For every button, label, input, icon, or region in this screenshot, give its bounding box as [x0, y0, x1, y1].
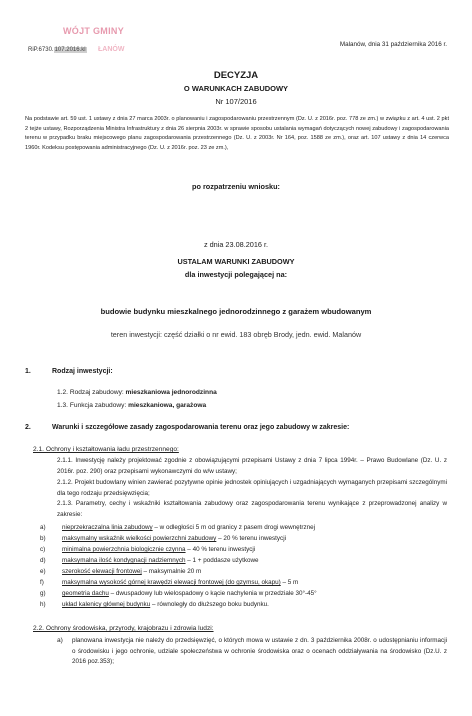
- list-item-letter: e): [40, 568, 46, 575]
- section1-item1-label: 1.2. Rodzaj zabudowy:: [57, 389, 126, 396]
- list-item-g: [40, 590, 317, 597]
- paragraph-2-1-3: 2.1.3. Parametry, cechy i wskaźniki kształtowania zabudowy oraz zagospodarowania terenu wynikające z przeprowadzonej analizy w zakresie:: [57, 500, 447, 518]
- list-item-term: geometria dachu: [62, 590, 109, 597]
- declaration-heading: USTALAM WARUNKI ZABUDOWY: [177, 257, 295, 266]
- list-item-b: [40, 535, 286, 542]
- section2-number: 2.: [25, 424, 31, 431]
- list-item-desc: – równoległy do dłuższego boku budynku.: [150, 601, 269, 608]
- list-item-a: [40, 524, 315, 531]
- list-item-letter: d): [40, 557, 46, 564]
- paragraph-2-1-2: 2.1.2. Projekt budowlany winien zawierać pozytywne opinie jednostek opiniujących i uzgadniających wymaganych przepisami szczególnymi dla tego rodzaju przedsięwzięcia;: [57, 479, 447, 497]
- list-item-desc: – 20 % terenu inwestycji: [216, 535, 286, 542]
- stamp-lanow: ŁANÓW: [98, 46, 125, 53]
- list-item-term: układ kalenicy głównej budynku: [62, 601, 151, 608]
- list-item-letter: a): [40, 524, 46, 531]
- section1-number: 1.: [25, 368, 31, 375]
- request-date: z dnia 23.08.2016 r.: [203, 240, 269, 249]
- section1-title: Rodzaj inwestycji:: [52, 368, 113, 375]
- list-item-term: maksymalna wysokość górnej krawędzi elewacji frontowej (do gzymsu, okapu): [62, 579, 281, 586]
- subsection-2-2-title: 2.2. Ochrony środowiska, przyrody, krajobrazu i zdrowia ludzi:: [33, 625, 214, 632]
- list-item-desc: – 1 + poddasze użytkowe: [185, 557, 259, 564]
- paragraph-2-2-a-letter: a): [57, 637, 63, 644]
- list-item-desc: – 40 % terenu inwestycji: [185, 546, 256, 553]
- decision-subtitle: O WARUNKACH ZABUDOWY: [183, 84, 289, 93]
- list-item-desc: – w odległości 5 m od granicy z pasem drogi wewnętrznej: [152, 524, 316, 531]
- list-item-letter: f): [40, 579, 44, 586]
- subsection-2-1-title: 2.1. Ochrony i kształtowania ładu przestrzennego:: [33, 446, 179, 453]
- list-item-letter: c): [40, 546, 46, 553]
- list-item-term: minimalna powierzchnia biologicznie czynna: [62, 546, 186, 553]
- list-item-desc: – dwuspadowy lub wielospadowy o kącie nachylenia w przedziale 30°-45°: [108, 590, 317, 597]
- reference-blot: 107.2016.kl: [54, 47, 86, 53]
- list-item-term: nieprzekraczalna linia zabudowy: [62, 524, 153, 531]
- list-item-term: maksymalny wskaźnik wielkości powierzchni zabudowy: [62, 535, 217, 542]
- list-item-term: maksymalna ilość kondygnacji nadziemnych: [62, 557, 186, 564]
- list-item-desc: – 5 m: [280, 579, 299, 586]
- after-review-heading: po rozpatrzeniu wniosku:: [192, 182, 280, 191]
- list-item-term: szerokość elewacji frontowej: [62, 568, 142, 575]
- place-and-date: Malanów, dnia 31 października 2016 r.: [339, 41, 447, 48]
- list-item-letter: b): [40, 535, 46, 542]
- list-item-c: [40, 546, 255, 553]
- section2-title: Warunki i szczegółowe zasady zagospodarowania terenu oraz jego zabudowy w zakresie:: [52, 424, 350, 431]
- list-item-letter: h): [40, 601, 46, 608]
- list-item-desc: – maksymalnie 20 m: [141, 568, 202, 575]
- section1-item1: [57, 389, 217, 396]
- paragraph-2-1-1: 2.1.1. Inwestycję należy projektować zgodnie z obowiązującymi przepisami Ustawy z dnia 7 lipca 1994r. – Prawo Budowlane (Dz. U. z 2016r. poz. 290) oraz przepisami wykonawczymi do w/w ustawy;: [57, 457, 447, 475]
- list-item-letter: g): [40, 590, 46, 597]
- declaration-subheading: dla inwestycji polegającej na:: [184, 270, 288, 279]
- investment-subject: budowie budynku mieszkalnego jednorodzinnego z garażem wbudowanym: [100, 307, 372, 316]
- list-item-e: [40, 568, 201, 575]
- legal-basis-paragraph: Na podstawie art. 59 ust. 1 ustawy z dnia 27 marca 2003r. o planowaniu i zagospodarowaniu przestrzennym (Dz. U. z 2016r. poz. 778 ze zm.) w związku z art. 4 ust. 2 pkt 2 tejże ustawy, Rozporządzenia Ministra Infrastruktury z dnia 26 sierpnia 2003r. w sprawie sposobu ustalania wymagań dotyczących nowej zabudowy i zagospodarowania terenu w przypadku braku miejscowego planu zagospodarowania przestrzennego (Dz. U. z 2003r. Nr 164, poz. 1588 ze zm.), oraz art. 107 ustawy z dnia 14 czerwca 1960r. Kodeksu postępowania administracyjnego (Dz. U. z 2016r. poz. 23 ze zm.),: [25, 116, 449, 151]
- reference-prefix: RiP.6730.: [28, 47, 54, 53]
- section1-item2-value: mieszkaniowa, garażowa: [128, 402, 207, 409]
- list-item-d: [40, 557, 259, 564]
- list-item-f: [40, 579, 298, 586]
- stamp-wojt-gminy: WÓJT GMINY: [63, 26, 124, 36]
- investment-site: teren inwestycji: część działki o nr ewid. 183 obręb Brody, jedn. ewid. Malanów: [110, 330, 362, 339]
- section1-item1-value: mieszkaniowa jednorodzinna: [125, 389, 217, 396]
- section1-item2-label: 1.3. Funkcja zabudowy:: [57, 402, 129, 409]
- list-item-h: [40, 601, 269, 608]
- section1-item2: [57, 402, 206, 409]
- decision-title: DECYZJA: [213, 70, 259, 81]
- paragraph-2-2-a: planowana inwestycja nie należy do przedsięwzięć, o których mowa w ustawie z dn. 3 października 2008r. o udostępnianiu informacji o środowisku i jego ochronie, udziale społeczeństwa w ochronie środowiska oraz o ocenach oddziaływania na środowisko (Dz.U. z 2016 poz.353);: [72, 637, 447, 666]
- decision-number: Nr 107/2016: [215, 97, 257, 106]
- reference-number: [28, 47, 87, 53]
